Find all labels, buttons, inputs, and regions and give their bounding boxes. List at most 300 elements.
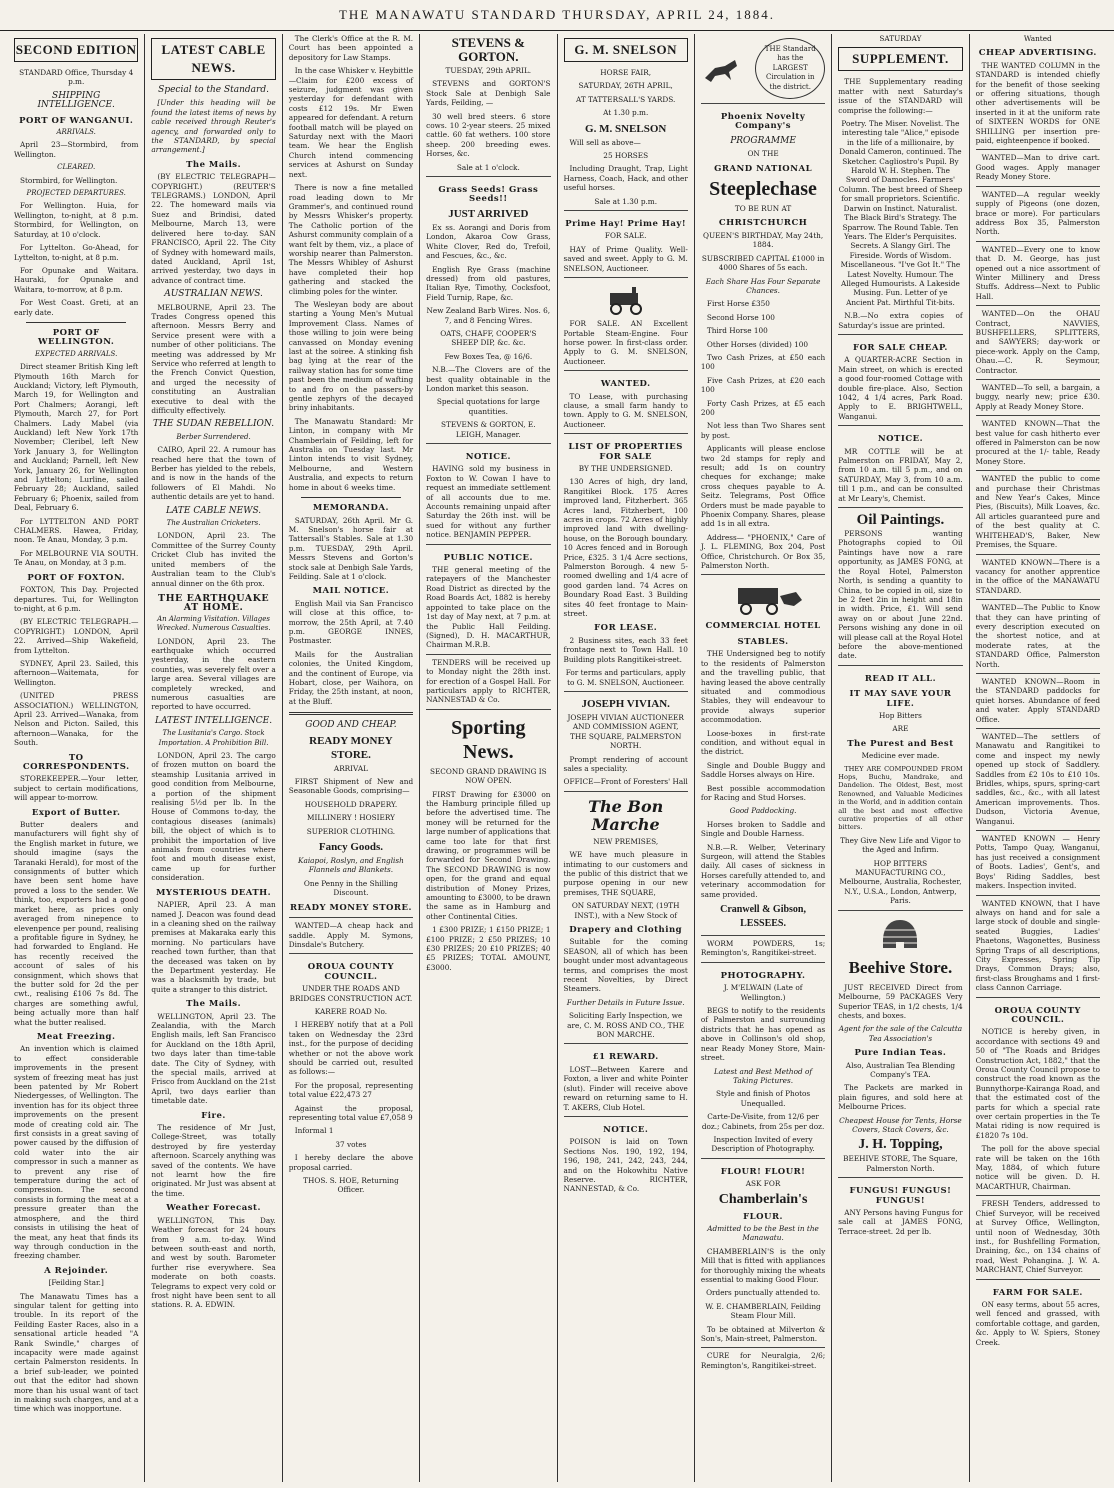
- fire-heading: Fire.: [201, 1110, 226, 1121]
- are-label: ARE: [892, 724, 909, 734]
- column-3: [283, 34, 420, 1482]
- wanted-hack-ad: [289, 917, 413, 949]
- mail-notice-text: English Mail via San Francisco will close at this office, to-morrow, the 25th April, at 7.40 p.m. GEORGE INNES, Postmaster.: [288, 598, 414, 646]
- flour-ad: [701, 1158, 825, 1344]
- projected-label: PROJECTED DEPARTURES.: [26, 189, 126, 198]
- stevens-time: Sale at 1 o'clock.: [456, 162, 520, 172]
- beehive-ad: [838, 910, 962, 1174]
- wanted-2: WANTED—A regular weekly supply of Pigeons (one dozen, brace or more). For particulars address Box 35, Palmerston North.: [975, 189, 1100, 237]
- queens-birthday: QUEEN'S BIRTHDAY, May 24th, 1884.: [702, 230, 824, 250]
- horses-text: Including Draught, Trap, Light Harness, Coach, Hack, and other useful horses.: [563, 164, 688, 193]
- australian-text: MELBOURNE, April 23. The Trades Congress opened this afternoon. Messrs Berry and Service present were with a number of other politicians. The meeting was addressed by Mr Service who referred at length to the French Convict Question, and urged the necessity of constituting an Australian executive to deal with the difficulty effectively.: [151, 302, 276, 415]
- earthquake-heading: THE EARTHQUAKE AT HOME.: [158, 592, 270, 614]
- grass-heading: Grass Seeds! Grass Seeds!!: [438, 185, 539, 205]
- telegraph-text: (BY ELECTRIC TELEGRAPH.—COPYRIGHT.) LONDON, April 22. Arrived—Ship Wakefield, from Lyttelton.: [14, 617, 139, 655]
- pure-teas: Pure Indian Teas.: [854, 1048, 947, 1059]
- lease-text: 2 Business sites, each 33 feet frontage next to Town Hall. 10 Building plots Rangitikei-street.: [563, 635, 688, 664]
- cable-news-heading: LATEST CABLE NEWS.: [151, 38, 275, 80]
- steeplechase-heading: Steeplechase: [709, 178, 817, 201]
- sydney-text: SYDNEY, April 23. Sailed, this afternoon—Waitemata, for Wellington.: [14, 658, 139, 687]
- wanted-ad: [976, 305, 1100, 375]
- wanted-4: WANTED—On the OHAU Contract, NAVVIES, BUSHFELLERS, SPLITTERS, and SAWYERS; day-work or piece-work. Apply on the Camp, Ohau.—C. R. Seymour, Contractor.: [975, 309, 1100, 375]
- household-label: HOUSEHOLD DRAPERY.: [304, 799, 398, 809]
- clover-note: N.B.—The Clovers are of the best quality obtainable in the London market this season.: [426, 365, 551, 393]
- horses-count: 25 HORSES: [603, 151, 649, 161]
- programme-label: PROGRAMME: [730, 135, 796, 146]
- orders: Orders punctually attended to.: [706, 1288, 821, 1298]
- wanted-ad: [976, 728, 1100, 826]
- prizes-text: 1 £300 PRIZE; 1 £150 PRIZE; 1 £100 PRIZE; 2 £50 PRIZES; 10 £30 PRIZES; 20 £10 PRIZES; 40 £5 PRIZES; TOTAL AMOUNT, £3000.: [426, 925, 551, 972]
- correspondents-heading: TO CORRESPONDENTS.: [22, 752, 130, 772]
- stevens-sign: STEVENS & GORTON, E. LEIGH, Manager.: [441, 420, 536, 439]
- supplement-items: Poetry. The Miser. Novelist. The interesting tale "Alice," episode in the life of a millionaire, by Donald Cameron, continued. The Sketcher. Cagliostro's Pupil. By Harold W. H. Stephen. The Sword of Damocles. Farmers' Column. The best breed of Sheep for small proprietors. Scientific. Darwin on Instinct. Naturalist. The Black Bird's Strategy. The Sparrow. The Round Table. Ten Years. The Elder's Perquisites. Secrets. A Slangy Girl. The Fireside. Words of Wisdom. Miscellaneous. "I've Got It." The Latest Novelty. Humour. The Alleged Humourists. A Lakeside Musing. Fun. Letter of ye Ancient Pat. Mirthful Tit-bits.: [838, 119, 963, 307]
- intelligence-text: LONDON, April 23. The cargo of frozen mutton on board the steamship Lusitania arrived in good condition from Melbourne, a portion of the shipment realising 5½d per lb. In the House of Commons to-day, the contagious diseases (animals) bill, the object of which is to prohibit the importation of live animals from countries where foot and mouth disease exist, came up for further consideration.: [151, 751, 276, 883]
- wanted-ad: [976, 673, 1100, 724]
- public-notice-text: THE general meeting of the ratepayers of the Manchester Road District as directed by the Road Boards Act, 1882 is hereby appointed to take place on the 1st day of May next, at 7 p.m. at the Public Hall Feilding. (Signed), D. H. MACARTHUR, Chairman M.R.B.: [426, 565, 551, 650]
- arrival-text: April 23—Stormbird, from Wellington.: [14, 140, 139, 159]
- poll-informal: Informal 1: [294, 1126, 334, 1136]
- sporting-text: FIRST Drawing for £3000 on the Hamburg principle filled up before the advertised time. The money will be returned for the large number of applications that came too late for that first drawing, or programmes will be forwarded for Second Drawing. The SECOND DRAWING is now open, for the grand and equal distribution of Money Prizes, amounting to £3000, to be drawn the same as in Hamburg and other Continental Cities.: [426, 789, 551, 921]
- vivian-office: OFFICE—Front of Foresters' Hall: [563, 777, 688, 787]
- wanted-heading: WANTED.: [600, 379, 651, 390]
- column-6: [695, 34, 832, 1482]
- oil-text: PERSONS wanting Photographs copied to Oil Paintings have now a rare opportunity, as JAMES FONG, at the Royal Hotel, Palmerston North, is sending a quantity to China, to be copied in oil, size to be 2 feet 2in in height and 18in in width. Price, £1. Will send away on or about June 22nd. Persons wishing any done in oil will please call at the Royal Hotel before the above-mentioned date.: [838, 529, 963, 661]
- hotel-text-4: Best possible accommodation for Racing and Stud Horses.: [700, 783, 826, 802]
- mill-name: W. E. CHAMBERLAIN, Feilding Steam Flour Mill.: [705, 1301, 821, 1321]
- karere-label: KARERE ROAD No.: [314, 1006, 388, 1016]
- cleared-label: CLEARED.: [57, 163, 96, 172]
- poison-ad: [564, 1116, 688, 1194]
- premises-label: NEW PREMISES,: [593, 836, 659, 846]
- paddocking: Good Paddocking.: [729, 806, 797, 816]
- sporting-ad: [426, 709, 550, 973]
- terms-text: For terms and particulars, apply to G. M. SNELSON, Auctioneer.: [565, 668, 686, 687]
- column-2: [145, 34, 282, 1482]
- wanted-8: WANTED KNOWN—There is a vacancy for another apprentice in the office of the MANAWATU STANDARD.: [975, 557, 1100, 595]
- prize-1: First Horse £350: [706, 299, 770, 309]
- stables-heading: STABLES.: [737, 636, 789, 647]
- oil-heading: Oil Paintings.: [856, 512, 945, 529]
- stevens-items: 30 well bred steers. 6 store cows. 10 2-year steers. 25 mixed cattle. 60 fat wethers. 100 store sheep. 200 breeding ewes. Horses, &c.: [426, 111, 551, 159]
- australian-heading: AUSTRALIAN NEWS.: [164, 289, 263, 300]
- wanted-5: WANTED—To sell, a bargain, a buggy, nearly new; price £30. Apply at Ready Money Store.: [975, 383, 1100, 411]
- vivian-heading: JOSEPH VIVIAN.: [581, 697, 670, 710]
- column-4: [420, 34, 557, 1482]
- arrival-label: ARRIVAL: [333, 763, 368, 773]
- topping-heading: J. H. Topping,: [858, 1137, 943, 1153]
- poll-declare: I hereby declare the above proposal carried.: [288, 1153, 414, 1172]
- photography-heading: PHOTOGRAPHY.: [720, 970, 806, 981]
- reward-heading: £1 REWARD.: [592, 1052, 659, 1063]
- chamberlain-text: CHAMBERLAIN'S is the only Mill that is fitted with appliances for thoroughly mixing the wheats essential to making Good Flour.: [700, 1246, 826, 1284]
- cure-ad: [701, 1347, 825, 1370]
- will-sell: Will sell as above—: [569, 137, 641, 147]
- poison-heading: NOTICE.: [603, 1124, 649, 1135]
- wanted-hack-text: WANTED—A cheap hack and saddle. Apply M. Symons, Dinsdale's Butchery.: [288, 921, 414, 949]
- carte-prices: Carte-De-Visite, from 12/6 per doz.; Cabinets, from 25s per doz.: [701, 1112, 825, 1131]
- boxes-text: Few Boxes Tea, @ 16/6.: [444, 351, 533, 361]
- wanted-12: WANTED KNOWN — Henry Potts, Tampo Quay, Wanganui, has just received a consignment of Boots. Ladies', Gent's, and Boys' Riding Saddles, best makers. Inspection invited.: [975, 834, 1100, 891]
- sudan-sub: Berber Surrendered.: [176, 432, 251, 441]
- cheap-advertising: CHEAP ADVERTISING.: [978, 48, 1097, 59]
- wanted-ad: [976, 830, 1100, 890]
- soliciting: Soliciting Early Inspection, we are, C. M. ROSS AND CO., THE BON MARCHE.: [567, 1011, 685, 1040]
- special-label: Special to the Standard.: [158, 85, 269, 95]
- vet-text: N.B.—R. Welber, Veterinary Surgeon, will attend the Stables daily. All cases of sickness in Horses carefully attended to, and veterinary accommodation for same provided.: [700, 842, 826, 899]
- vivian-text: JOSEPH VIVIAN AUCTIONEER AND COMMISSION AGENT, THE SQUARE, PALMERSTON NORTH.: [567, 712, 684, 751]
- office-time: STANDARD Office, Thursday 4 p.m.: [19, 68, 134, 87]
- photographer-name: J. M'ELWAIN (Late of Wellington.): [723, 983, 803, 1002]
- tenders-ad: [426, 654, 550, 705]
- on-the: ON THE: [747, 149, 779, 159]
- meat-heading: Meat Freezing.: [36, 1031, 116, 1042]
- oil-paintings-ad: [838, 507, 962, 661]
- death-text: NAPIER, April 23. A man named J. Deacon was found dead in a cleaning shed on the railway premises at Makaraka early this morning. No particulars have reached town further, than that the deceased was taken on by the Department yesterday. He was a blacksmith by trade, but quite a stranger to this district.: [151, 900, 276, 994]
- worm-ad: [701, 935, 825, 958]
- correspondents-text: STOREKEEPER.—Your letter, subject to certain modifications, will appear to-morrow.: [14, 774, 139, 803]
- fancy-goods-heading: Fancy Goods.: [318, 841, 384, 854]
- ready-money-footer: READY MONEY STORE.: [289, 902, 412, 913]
- clothing-label: SUPERIOR CLOTHING.: [306, 826, 396, 836]
- cottle-notice-ad: [838, 425, 962, 503]
- ask-for: ASK FOR: [745, 1179, 781, 1189]
- wire-text: New Zealand Barb Wires. Nos. 6, 7, and 8 Fencing Wires.: [426, 306, 551, 325]
- poll-for: For the proposal, representing total value £22,473 27: [288, 1080, 414, 1100]
- oats-text: OATS, CHAFF, COOPER'S SHEEP DIP, &c. &c.: [440, 328, 537, 348]
- hop-bitters-ad: [838, 665, 962, 906]
- medicine-label: Medicine ever made.: [861, 751, 940, 761]
- beehive-heading: Beehive Store.: [848, 957, 953, 977]
- column-7: [832, 34, 969, 1482]
- reward-text: LOST—Between Karere and Foxton, a liver and white Pointer (slut). Finder will receive above reward on returning same to H. T. AKERS, Club Hotel.: [563, 1064, 688, 1112]
- hay-text: HAY of Prime Quality. Well-saved and sweet. Apply to G. M. SNELSON, Auctioneer.: [563, 244, 688, 273]
- engine-ad: [564, 277, 688, 366]
- butter-text: Butter dealers and manufacturers will fight shy of the English market in future, we should imagine (says the Taranaki Herald), for most of the consignments of butter which have been sent home have proved a loss to the sender. We think, too, exporters had a good market here, as prices only averaged from ninepence to elevenpence per pound, realising a profitable figure in Sydney, he had forwarded to England. He has recently received the account of sales of his consignment, which shows that the butter sold for 2d the per cwt., realising £106 7s 8d. The charges are something awful, being actually more than half what the butter realised.: [14, 820, 139, 1027]
- horse-rider-icon: [701, 54, 741, 84]
- admitted: Admitted to be the Best in the Manawatu.: [707, 1223, 819, 1243]
- fungus-ad: [838, 1177, 962, 1236]
- grand-national: GRAND NATIONAL: [714, 163, 813, 174]
- wanted-ad: [976, 895, 1100, 993]
- horse-fair: HORSE FAIR,: [600, 68, 652, 77]
- wanted-lease-ad: [564, 370, 688, 429]
- meat-text: An invention which is claimed to effect considerable improvements in the present system of freezing meat has just been patented by Mr Robert Niedergesses, of Wellington. The invention has for its object three improvements on the present mode of creating cold air. The first consists in a great saving of power caused by the diffusion of cold water into the air compressor in such a manner as to prevent any rise of temperature during the act of compression. The second consists in forming the meat at a pressure greater than the atmosphere, and the third consists in utilising the heat of the meat, any heat that finds its way through conduction in the freezing chamber.: [14, 1044, 139, 1261]
- late-cable-text: LONDON, April 23. The Committee of the Surrey County Cricket Club has invited the united members of the Australian team to the Club's annual dinner on the 6th prox.: [151, 531, 276, 588]
- divider: [301, 497, 401, 498]
- late-cable-sub: The Australian Cricketers.: [166, 519, 261, 528]
- stevens-gorton-heading: STEVENS & GORTON.: [451, 35, 525, 64]
- weather-text: WELLINGTON, This Day. Weather forecast for 24 hours from 9 a.m. to-day. Wind between south-east and north, and west by south. Barometer further rise everywhere. Sea moderate on both coasts. Telegrams to expect very cold or frost night have been sent to all stations. R. A. EDWIN.: [151, 1215, 276, 1310]
- late-cable-heading: LATE CABLE NEWS.: [165, 505, 262, 516]
- local-2: In the case Whisker v. Heybittle—Claim for £200 excess of seizure, judgment was given yesterday for defendant with costs £12 19s. Mr Ewen appeared for defendant. A return football match will be played on Saturday next with the Maori team. We hear the English Church intend commencing services at Ashurst on Sunday next.: [288, 66, 414, 179]
- arrived-text: Ex ss. Aorangi and Doris from London, Akaroa Cow Grass, White Clover, Red do, Trefoil, and Fescues, &c., &c.: [426, 222, 551, 261]
- four-chances: Each Share Has Four Separate Chances.: [705, 276, 821, 295]
- oroua-text: I HEREBY notify that at a Poll taken on Wednesday the 23rd inst., for the purpose of deciding whether or not the above work should be carried out, resulted as follows:—: [288, 1020, 414, 1077]
- wanted-3: WANTED—Every one to know that D. M. George, has just opened out a nice assortment of Winter Millinery and Dress Stuffs. Address—Next to Public Hall.: [975, 244, 1100, 301]
- notice-heading: NOTICE.: [465, 452, 511, 462]
- phoenix-ad: [701, 103, 825, 570]
- sporting-heading: Sporting News.: [451, 716, 526, 763]
- hay-heading: Prime Hay! Prime Hay!: [565, 219, 687, 230]
- departure-2: For Lyttelton. Go-Ahead, for Lyttelton, to-night, at 8 p.m.: [14, 243, 139, 262]
- returning-officer: THOS. S. HOE, Returning Officer.: [303, 1176, 399, 1195]
- obtained-text: To be obtained at Milverton & Son's, Main-street, Palmerston.: [700, 1324, 826, 1344]
- mail-notice-text-2: Mails for the Australian colonies, the United Kingdom, and the continent of Europe, via Hobart, close, per Waihora, on Friday, the 25th instant, at noon, at the Bluff.: [288, 649, 414, 706]
- oroua-notice-text: NOTICE is hereby given, in accordance with sections 49 and 50 of "The Roads and Bridges Construction Act, 1882," that the Oroua County Council propose to construct the road known as the Bunnythorpe-Kairanga Road, and that the estimated cost of the parts for which a special rate over certain properties in the Te Matai riding is now required is £1820 7s 10d.: [975, 1027, 1100, 1140]
- intelligence-sub: The Lusitania's Cargo. Stock Importation. A Prohibition Bill.: [158, 729, 269, 747]
- cottle-heading: NOTICE.: [877, 434, 924, 445]
- sudan-text: CAIRO, April 22. A rumour has reached here that the town of Berber has yielded to the rebels, and is now in the hands of the followers of El Mahdi. No authentic details are yet to hand.: [151, 445, 276, 502]
- wanted-6: WANTED KNOWN—That the best value for cash hitherto ever offered in Palmerston can be now procured at the 1/- table, Ready Money Store.: [975, 419, 1100, 466]
- poison-text: POISON is laid on Town Sections Nos. 190, 192, 194, 196, 198, 241, 242, 243, 244, and on the Hokowhitu Native Reserve. RICHTER, NANNESTAD, & Co.: [563, 1137, 688, 1194]
- run-at: TO BE RUN AT: [734, 204, 792, 214]
- wanted-intro: THE WANTED COLUMN in the STANDARD is intended chiefly for the benefit of those seeking or offering situations, though other advertisements will be inserted in it at the uniform rate of SIXTEEN WORDS for ONE SHILLING per insertion pre-paid, eighteenpence if booked.: [975, 60, 1100, 146]
- cranwell-heading: Cranwell & Gibson, LESSEES.: [720, 904, 806, 930]
- farm-heading: FARM FOR SALE.: [992, 1287, 1083, 1298]
- standard-circulation: THE Standard has the LARGEST Circulation in the district.: [755, 38, 825, 99]
- properties-list: 130 Acres of high, dry land, Rangitikei Block. 175 Acres improved land, Fitzherbert. 365 Acres land, Fitzherbert, 100 acres in crops. 72 Acres of highly improved land with dwelling-house, on the Borough boundary. 10 Acres fenced and in Borough Price, £325. 3 1/4 Acre sections, Palmerston Borough. 4 new 5-roomed dwelling and 1/4 acre of good garden land. 74 Acres on Boundary Road East. 3 Building sites 40 feet frontage to Main-street.: [563, 477, 688, 619]
- wanted-13: WANTED KNOWN, that I have always on hand and for sale a large stock of double and single-seated Buggies, Ladies' Phaetons, Wagonettes, Business Spring Traps of all descriptions, City Expresses, Spring Tip Drays, Common Drays; also, first-class Broughams and 1 first-class Cannon Carriage.: [975, 898, 1100, 993]
- mails2-heading: The Mails.: [186, 999, 242, 1010]
- local-3: There is now a fine metalled road leading down to Mr Grammer's, and continued round by Messrs Whisker's property. The Catholic portion of the Ashurst community complain of a want felt by them, viz., a place of worship nearer than Palmerston. The Messrs Whibley of Ashurst have completed their hop gathering and stacked the climbing poles for the winter.: [288, 183, 414, 296]
- wanted-ad: [976, 599, 1100, 669]
- tenders-text: TENDERS will be received up to Monday night the 28th inst. for erection of a Gospel Hall. For particulars apply to RICHTER, NANNESTAD & Co.: [426, 657, 551, 705]
- column-1: [8, 34, 145, 1482]
- chamberlain-heading: Chamberlain's: [718, 1191, 808, 1207]
- not-less: Not less than Two Shares sent by post.: [700, 421, 826, 440]
- hotel-heading: COMMERCIAL HOTEL: [705, 621, 821, 632]
- vivian-ad: [564, 691, 688, 787]
- beehive-icon: [877, 918, 923, 952]
- prize-3: Third Horse 100: [706, 326, 768, 336]
- newspaper-columns: [8, 34, 1106, 1482]
- wanted-ad: [976, 415, 1100, 466]
- fair-date: SATURDAY, 26TH APRIL,: [578, 81, 673, 91]
- hay-for-sale: FOR SALE.: [604, 231, 647, 241]
- wanted-ad: [976, 554, 1100, 596]
- cheap-sale-heading: FOR SALE CHEAP.: [852, 342, 948, 353]
- mails-text: (BY ELECTRIC TELEGRAPH—COPYRIGHT.) (REUTER'S TELEGRAMS.) LONDON, April 22. The homeward mails via Suez and Brindisi, dated Melbourne, March 13, were delivered here to-day. SAN FRANCISCO, April 22. The City of Sydney with homeward mails, dated Auckland, April 1st, arrived yesterday, two days in advance of contract time.: [151, 172, 276, 285]
- gms-heading: G. M. SNELSON: [585, 122, 667, 135]
- hay-ad: [564, 210, 688, 273]
- discount-text: One Penny in the Shilling Discount.: [303, 878, 398, 898]
- departure-3: For Opunake and Waitara. Hauraki, for Opunake and Waitara, to-morrow, at 8 p.m.: [14, 265, 139, 294]
- upa-text: (UNITED PRESS ASSOCIATION.) WELLINGTON, April 23. Arrived—Wanaka, from Nelson and Picton. Sailed, this afternoon—Wanaka, for the South.: [14, 691, 139, 748]
- properties-sub: BY THE UNDERSIGNED.: [578, 463, 673, 473]
- port-wellington: PORT OF WELLINGTON.: [37, 327, 115, 348]
- hotel-text-2: Loose-boxes in first-rate condition, and without equal in the district.: [700, 728, 826, 757]
- prize-6: Five Cash Prizes, at £20 each 100: [700, 375, 826, 395]
- packets-text: The Packets are marked in plain figures, and sold here at Melbourne Prices.: [838, 1083, 963, 1112]
- prize-4: Other Horses (divided) 100: [706, 339, 809, 349]
- supplement-heading: SUPPLEMENT.: [838, 47, 962, 71]
- wanted-ad: [976, 186, 1100, 237]
- commercial-hotel-ad: [701, 574, 825, 931]
- butter-heading: Export of Butter.: [31, 807, 121, 818]
- fair-place: AT TATTERSALL'S YARDS.: [576, 94, 676, 104]
- received-text: JUST RECEIVED Direct from Melbourne, 59 PACKAGES Very Superior TEAS, in 1/2 chests, 1/4 chests, and boxes.: [838, 982, 963, 1020]
- stevens-date: TUESDAY, 29th APRIL.: [445, 66, 532, 75]
- hotel-text: THE Undersigned beg to notify to the residents of Palmerston and the travelling public, that having leased the above centrally situated and commodious Stables, they will endeavour to provide always superior accommodation.: [700, 649, 826, 725]
- sudan-heading: THE SUDAN REBELLION.: [153, 419, 275, 430]
- purest-heading: The Purest and Best: [847, 738, 954, 749]
- earthquake-text: LONDON, April 23. The earthquake which occurred yesterday, in the eastern counties, was severely felt over a large area. Several villages are completely wrecked, and numerous casualties are reported to have occurred.: [151, 636, 276, 712]
- earthquake-sub: An Alarming Visitation. Villages Wrecked. Numerous Casualties.: [156, 614, 271, 633]
- photo-inspection: Inspection Invited of every Description of Photography.: [711, 1134, 815, 1154]
- vivian-text-2: Prompt rendering of account sales a speciality.: [563, 754, 688, 773]
- tents-text: Cheapest House for Tents, Horse Covers, Stack Covers, &c.: [839, 1115, 962, 1134]
- reward-ad: [564, 1043, 688, 1111]
- steam-engine-icon: [604, 285, 648, 315]
- cheap-sale-text: A QUARTER-ACRE Section in Main street, on which is erected a good four-roomed Cottage with double fire-place. Also, Section 1042, 4 1/4 acres, Park Road. Apply to E. BRIGHTWELL, Wanganui.: [838, 355, 963, 421]
- divider: [289, 712, 413, 715]
- standard-banner: [701, 38, 825, 99]
- oroua-council-ad: [289, 953, 413, 1195]
- wanted-1: WANTED—Man to drive cart. Good wages. Apply manager Ready Money Store.: [975, 153, 1100, 182]
- rejoinder-text: The Manawatu Times has a singular talent for getting into trouble. In its report of the Feilding Easter Races, also in a sensational article headed "A Rank Swindle," charges of incapacity were made against certain Palmerston residents. In a brief sub-leader, we pointed out that the editor had shown more than his usual want of tact in making such charges, and at a time which was inopportune.: [14, 1291, 139, 1414]
- bon-text-2: Suitable for the coming SEASON, all of which has been bought under most advantageous terms, and comprises the most recent Novelties, by Direct Steamers.: [563, 937, 688, 994]
- wanted-9: WANTED—The Public to Know that they can have printing of every description executed on the shortest notice, and at moderate rates, at the STANDARD Office, Palmerston North.: [975, 603, 1100, 669]
- grass-seeds-ad: [426, 176, 550, 439]
- hop-company: HOP BITTERS MANUFACTURING CO., Melbourne, Australia, Rochester, N.Y., U.S.A., London, Antwerp, Paris.: [839, 858, 962, 906]
- hop-text-2: They Give New Life and Vigor to the Aged and Infirm.: [840, 835, 961, 855]
- latest-method: Latest and Best Method of Taking Pictures.: [714, 1066, 813, 1085]
- local-1: The Clerk's Office at the R. M. Court has been appointed a depository for Law Stamps.: [288, 34, 414, 62]
- christchurch: CHRISTCHURCH: [718, 218, 808, 229]
- flour-label: FLOUR.: [743, 1211, 783, 1222]
- intelligence-heading: LATEST INTELLIGENCE.: [155, 715, 273, 726]
- oroua-notice-text-2: The poll for the above special rate will be taken on the 16th May, 1884, of which future notice will be given. D. H. MACARTHUR, Chairman.: [975, 1144, 1100, 1191]
- properties-ad: [564, 433, 688, 687]
- special-quotes: Special quotations for large quantities.: [436, 397, 540, 416]
- snelson-heading: G. M. SNELSON: [564, 38, 688, 62]
- departure-4: For West Coast. Greti, at an early date.: [14, 298, 139, 317]
- melbourne-text: For MELBOURNE VIA SOUTH. Te Anau, on Monday, at 3 p.m.: [14, 548, 139, 568]
- poll-against: Against the proposal, representing total value £7,058 9: [288, 1103, 414, 1122]
- engine-text: FOR SALE. AN Excellent Portable Steam-Engine. Four horse power. In first-class order. Apply to G. M. SNELSON, Auctioneer.: [563, 319, 688, 366]
- mails-heading: The Mails.: [186, 159, 242, 170]
- arrivals-label: ARRIVALS.: [56, 128, 96, 137]
- oroua-notice-ad: [976, 997, 1100, 1192]
- column-5: [558, 34, 695, 1482]
- lyttelton-text: For LYTTELTON AND PORT CHALMERS. Hawea, Friday, noon. Te Anau, Monday, 3 p.m.: [14, 516, 139, 545]
- departure-1: For Wellington. Huia, for Wellington, to-night, at 8 p.m. Stormbird, for Wellington, on Saturday, at 10 o'clock.: [14, 201, 139, 239]
- farm-text: ON easy terms, about 55 acres, well fenced and grassed, with comfortable cottage, and garden, &c. Apply to W. Spiers, Stoney Creek.: [975, 1299, 1100, 1347]
- prize-2: Second Horse 100: [706, 312, 775, 322]
- bon-marche-ad: [564, 791, 688, 1040]
- lease-heading: FOR LEASE.: [594, 623, 658, 634]
- second-drawing: SECOND GRAND DRAWING IS NOW OPEN.: [429, 766, 547, 786]
- flannels-text: Kaiapoi, Roslyn, and English Flannels and Blankets.: [298, 856, 404, 875]
- oroua-sub: UNDER THE ROADS AND BRIDGES CONSTRUCTION ACT.: [289, 984, 413, 1003]
- oroua-notice-heading: OROUA COUNTY COUNCIL.: [994, 1005, 1081, 1025]
- stevens-sale: STEVENS and GORTON'S Stock Sale at Denbigh Sale Yards, Feilding, —: [426, 79, 551, 108]
- prize-5: Two Cash Prizes, at £50 each 100: [700, 352, 826, 372]
- wanted-ad: [976, 379, 1100, 411]
- mail-notice-heading: MAIL NOTICE.: [312, 586, 390, 597]
- memoranda-text: SATURDAY, 26th April. Mr G. M. Snelson's horse fair at Tattersall's Stables. Sale at 1.30 p.m. TUESDAY, 29th April. Messrs Stevens and Gorton's stock sale at Denbigh Sale Yards, Feilding. Sale at 1 o'clock.: [288, 515, 414, 581]
- ryegrass-text: English Rye Grass (machine dressed) from old pastures, Italian Rye, Timothy, Cocksfoot, Field Turnip, Rape, &c.: [426, 264, 551, 302]
- local-5: The Manawatu Standard: Mr Linton, in company with Mr Chamberlain of Feilding, left for Australia on Tuesday last. Mr Linton intends to visit Sydney, Melbourne, and Western Australia, and expects to return home in about 6 weeks time.: [288, 416, 414, 492]
- shipping-heading: SHIPPING INTELLIGENCE.: [37, 90, 115, 111]
- pepper-notice-ad: [426, 443, 550, 540]
- bon-marche-heading: The Bon Marche: [588, 796, 664, 834]
- expected-text: Direct steamer British King left Plymouth 16th March for Auckland; Victory, left Plymouth, March 19, for Wellington and Port Chalmers; Aorangi, left Plymouth, March 27, for Port Chalmers. Lady Mabel (via Auckland) left New York 17th November; Cleribel, left New York January 3, for Wellington and Auckland; Parnell, left New York, January 26, for Wellington and Lyttelton; Lurline, sailed February 28; Auckland, sailed February 6; Phoenix, sailed from Deal, February 6.: [14, 362, 139, 513]
- memoranda-heading: MEMORANDA.: [312, 503, 389, 514]
- wanted-label: Wanted: [1023, 34, 1052, 43]
- second-edition-heading: SECOND EDITION: [14, 38, 138, 62]
- cure-text: CURE for Neuralgia, 2/6; Remington's, Rangitikei-street.: [700, 1351, 826, 1370]
- notice-text: HAVING sold my business in Foxton to W. Cowan I have to request an immediate settlement of all accounts due to me. Accounts remaining unpaid after Saturday the 26th inst. will be sued for without any further notice. BENJAMIN PEPPER.: [426, 464, 551, 540]
- fungus-heading: FUNGUS! FUNGUS! FUNGUS!: [849, 1186, 952, 1206]
- wanted-7: WANTED the public to come and purchase their Christmas and New Year's Cakes, Mince Pies, (Biscuits), Milk Loaves, &c. All articles guaranteed pure and of the best quality at C. WHITEHEAD'S, Baker, New Premises, the Square.: [975, 474, 1100, 550]
- sale-time: Sale at 1.30 p.m.: [594, 196, 658, 206]
- topping-sub: BEEHIVE STORE, The Square, Palmerston North.: [843, 1154, 958, 1173]
- millinery-label: MILLINERY ! HOSIERY: [306, 813, 395, 823]
- phoenix-address: Address— "PHOENIX," Care of J. L. FLEMING, Box 204, Post Office, Christchurch. Or Box 35, Palmerston North.: [700, 532, 826, 571]
- flour-heading: FLOUR! FLOUR!: [720, 1166, 806, 1177]
- wanted-11: WANTED—The settlers of Manawatu and Rangitikei to come and inspect my newly opened up stock of Saddlery. Saddles from £2 10s to £10 10s. Bridles, whips, spurs, spring-cart saddles, &c., &c., with all latest American improvements. Thos. Dudson, Victoria Avenue, Wanganui.: [975, 732, 1100, 826]
- read-it-all: READ IT ALL.: [864, 673, 937, 684]
- ceylon-text: Also, Australian Tea Blending Company's TEA.: [845, 1060, 956, 1079]
- bon-text: WE have much pleasure in intimating to our customers and the public of this district that we purpose opening in our new premises, THE SQUARE,: [563, 850, 688, 897]
- wanted-ad: [976, 470, 1100, 549]
- just-arrived-heading: JUST ARRIVED: [448, 207, 529, 220]
- public-notice-ad: [426, 544, 550, 650]
- agent-text: Agent for the sale of the Calcutta Tea Association's: [838, 1024, 963, 1043]
- supplement-text: THE Supplementary reading matter with next Saturday's issue of the STANDARD will comprise the following:—: [838, 77, 963, 115]
- ready-money-heading: READY MONEY STORE.: [309, 734, 393, 761]
- divider: [26, 322, 126, 323]
- fair-time: At 1.30 p.m.: [603, 108, 649, 118]
- tenders-survey-text: FRESH Tenders, addressed to Chief Surveyor, will be received at Survey Office, Wellington, until noon of Wednesday, 30th inst., for Bushfelling Formation, Draining, &c., on 134 chains of road, West Pohangina. J. W. A. MARCHANT, Chief Surveyor.: [975, 1199, 1100, 1275]
- supplement-note: N.B.—No extra copies of Saturday's issue are printed.: [838, 311, 963, 330]
- public-notice-heading: PUBLIC NOTICE.: [443, 552, 533, 563]
- save-life: IT MAY SAVE YOUR LIFE.: [849, 689, 952, 709]
- wanted-10: WANTED KNOWN—Room in the STANDARD paddocks for quiet horses. Abundance of feed and water. Apply STANDARD Office.: [975, 676, 1100, 724]
- column-8: [970, 34, 1106, 1482]
- poll-total: 37 votes: [335, 1139, 367, 1149]
- local-4: The Wesleyan body are about starting a Young Men's Mutual Improvement Class. Names of those willing to join were being canvassed on Monday evening last at the soiree. A stinking fish bag lying at the rear of the railway station has for some time past been the medium of wafting to and fro on the passers-by gentle zephyrs of the decayed briny inhabitants.: [288, 299, 414, 413]
- phoenix-text: Applicants will please enclose two 2d stamps for reply and result; add 1s on country cheques for exchange; make cross cheques payable to A. Seitz. Telegrams, Post Office Orders must be made payable to Phoenix Company. Shares, please add 1s in all extra.: [700, 444, 826, 529]
- expected-label: EXPECTED ARRIVALS.: [35, 349, 118, 358]
- hotel-text-5: Horses broken to Saddle and Single and Double Harness.: [700, 819, 826, 839]
- cable-note: [Under this heading will be found the latest items of news by cable received through Reuter's agency, and forwarded only to the STANDARD, by special arrangement.]: [151, 98, 276, 155]
- hop-text: THEY ARE COMPOUNDED FROM Hops, Buchu, Mandrake, and Dandelion. The Oldest, Best, most Renowned, and Valuable Medicines in the World, and in addition contain all the best and most effective curative properties of all other bitters.: [838, 764, 963, 832]
- wanted-ad: [976, 241, 1100, 301]
- first-shipment-text: FIRST Shipment of New and Seasonable Goods, comprising—: [288, 777, 414, 796]
- wanted-lease-text: TO Lease, with purchasing clause, a small farm handy to town. Apply to G. M. SNELSON, Auctioneer.: [563, 391, 688, 429]
- mails2-text: WELLINGTON, April 23. The Zealandia, with the March English mails, left San Francisco for Auckland on the 18th April, two days later than time-table date. The City of Sydney, with the special mails, arrived at Frisco from Auckland on the 21st April, two days earlier than timetable date.: [151, 1011, 276, 1106]
- cheap-sale-ad: [838, 334, 962, 421]
- good-cheap-heading: GOOD AND CHEAP.: [305, 720, 397, 731]
- death-heading: MYSTERIOUS DEATH.: [155, 887, 272, 898]
- bon-saturday: ON SATURDAY NEXT, (19TH INST.), with a New Stock of: [571, 901, 680, 920]
- prize-7: Forty Cash Prizes, at £5 each 200: [700, 398, 826, 417]
- masthead: THE MANAWATU STANDARD THURSDAY, APRIL 24, 1884.: [0, 0, 1114, 31]
- farm-ad: [976, 1279, 1100, 1347]
- weather-heading: Weather Forecast.: [166, 1203, 261, 1214]
- worm-text: WORM POWDERS, 1s; Remington's, Rangitikei-street.: [700, 939, 826, 958]
- tenders-survey-ad: [976, 1195, 1100, 1274]
- rejoinder-source: [Feilding Star.]: [48, 1278, 104, 1288]
- cleared-text: Stormbird, for Wellington.: [20, 175, 118, 185]
- wanted-ad: [976, 149, 1100, 181]
- rejoinder-heading: A Rejoinder.: [44, 1265, 109, 1276]
- fungus-text: ANY Persons having Fungus for sale call at JAMES FONG, Terrace-street. 2d per lb.: [838, 1208, 963, 1236]
- port-foxton: PORT OF FOXTON.: [27, 572, 126, 583]
- port-wanganui: PORT OF WANGANUI.: [19, 115, 134, 126]
